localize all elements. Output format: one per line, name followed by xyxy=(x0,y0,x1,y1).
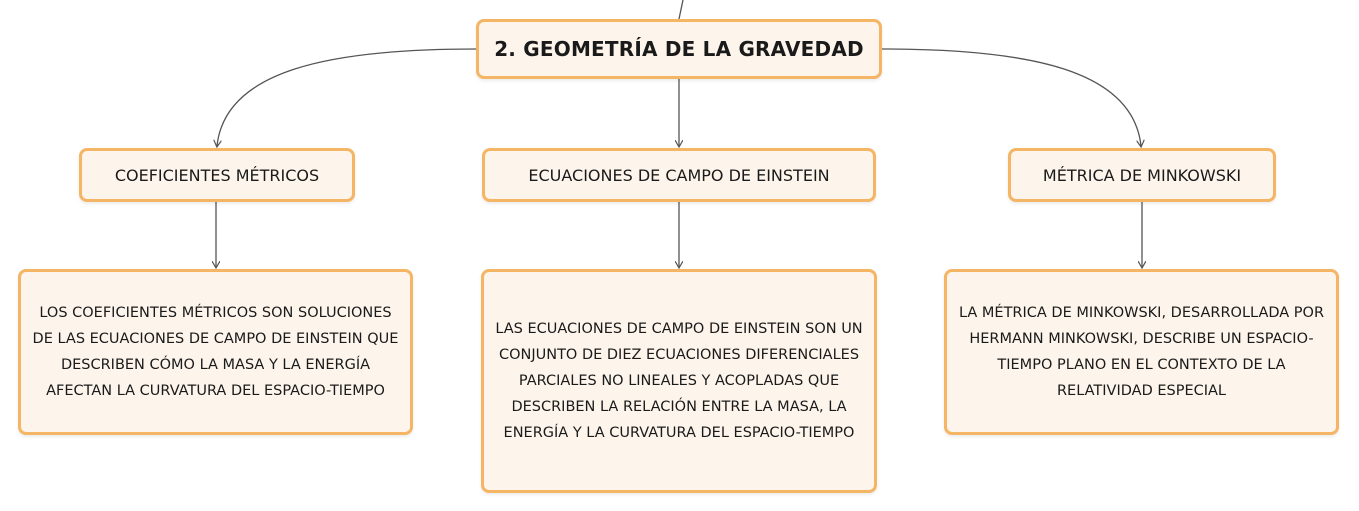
connector-root-to-minkowski xyxy=(882,49,1141,146)
branch-node-label: COEFICIENTES MÉTRICOS xyxy=(114,165,320,185)
description-text: LOS COEFICIENTES MÉTRICOS SON SOLUCIONES DE LAS ECUACIONES DE CAMPO DE EINSTEIN QUE DESCRIBEN CÓMO LA MASA Y LA ENERGÍA AFECTAN LA CURVATURA DEL ESPACIO-TIEMPO xyxy=(32,305,399,399)
connector-root-to-coeficientes xyxy=(217,49,476,146)
description-text: LAS ECUACIONES DE CAMPO DE EINSTEIN SON UN CONJUNTO DE DIEZ ECUACIONES DIFERENCIALES PARCIALES NO LINEALES Y ACOPLADAS QUE DESCRIBEN LA RELACIÓN ENTRE LA MASA, LA ENERGÍA Y LA CURVATURA DEL ESPACIO-TIEMPO xyxy=(495,321,863,441)
branch-node-label: MÉTRICA DE MINKOWSKI xyxy=(1042,165,1242,185)
branch-node-ecuaciones-de-campo[interactable] xyxy=(482,148,876,202)
description-node-coeficientes-metricos[interactable] xyxy=(18,269,413,435)
branch-node-metrica-de-minkowski[interactable] xyxy=(1008,148,1276,202)
description-text: LA MÉTRICA DE MINKOWSKI, DESARROLLADA POR HERMANN MINKOWSKI, DESCRIBE UN ESPACIO-TIEMPO PLANO EN EL CONTEXTO DE LA RELATIVIDAD ESPECIAL xyxy=(958,305,1325,399)
description-node-ecuaciones-de-campo[interactable] xyxy=(481,269,877,493)
root-node-label: 2. GEOMETRÍA DE LA GRAVEDAD xyxy=(494,37,864,61)
description-node-metrica-de-minkowski[interactable] xyxy=(944,269,1339,435)
root-node[interactable] xyxy=(476,19,882,79)
branch-node-coeficientes-metricos[interactable] xyxy=(79,148,355,202)
branch-node-label: ECUACIONES DE CAMPO DE EINSTEIN xyxy=(528,165,830,185)
connector-parent-to-root xyxy=(679,0,683,19)
